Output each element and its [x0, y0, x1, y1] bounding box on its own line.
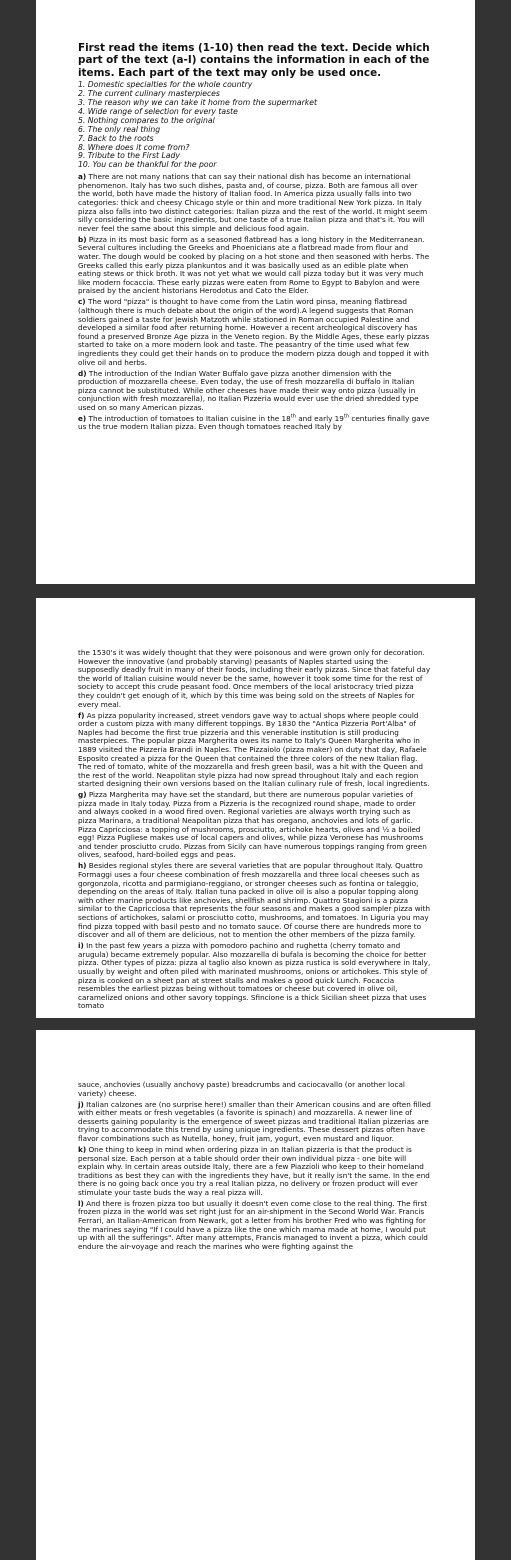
paragraph-label: k): [78, 1144, 87, 1154]
paragraph-label: a): [78, 172, 87, 182]
paragraph-text: The introduction of the Indian Water Buffalo gave pizza another dimension with the production of mozzarella cheese. Even today, the use of fresh mozzarella di buffalo in Italian pizza cannot be substituted. While other cheeses have made their way onto pizza (usually in conjunction with fresh mozzarella), no Italian Pizzeria would ever use the dried shredded type used on so many American pizzas.: [78, 368, 419, 412]
item-7: 7. Back to the roots: [78, 133, 154, 143]
paragraph-text: And there is frozen pizza too but usually it doesn't even come close to the real thing. The first frozen pizza in the world was set right just for an air-shipment in the Second World War. Francis Ferrari, an Italian-American from Newark, got a letter from his brother Fred who was fighting for the marines saying "If I could have a pizza like the one which mama made at home, I would put up with all the sufferings". After many attempts, Francis managed to invent a pizza, which could endure the air-voyage and reach the marines who were fighting against the: [78, 1198, 428, 1251]
item-3: 3. The reason why we can take it home from the supermarket: [78, 98, 317, 108]
paragraph-text: Italian calzones are (no surprise here!) smaller than their American cousins and are often filled with either meats or fresh vegetables (a favorite is spinach) and mozzarella. A newer line of desserts gaining popularity is the emergence of sweet pizzas and traditional Italian pizzerias are trying to accommodate this trend by using unique ingredients. These dessert pizzas often have flavor combinations such as Nutella, honey, fruit jam, yogurt, even mustard and liquor.: [78, 1099, 431, 1143]
paragraph-j: [78, 1101, 431, 1144]
paragraph-text: There are not many nations that can say their national dish has become an international phenomenon. Italy has two such dishes, pasta and, of course, pizza. Both are famous all over the world, both have made the history of Italian food. In America pizza usually falls into two categories: thick and cheesy Chicago style or thin and more traditional New York pizza. In Italy pizza also falls into two distinct categories: Italian pizza and the rest of the world. It might seem silly considering the basic ingredients, but one taste of a true Italian pizza and that's it. You will never feel the same about this simple and delicious food again.: [78, 172, 428, 233]
item-10: 10. You can be thankful for the poor: [78, 160, 217, 170]
item-2: 2. The current culinary masterpieces: [78, 89, 220, 99]
paragraph-text: The word "pizza" is thought to have come from the Latin word pinsa, meaning flatbread (although there is much debate about the origin of the word).A legend suggests that Roman soldiers gained a taste for Jewish Matzoth while stationed in Roman occupied Palestine and developed a similar food after returning home. However a recent archeological discovery has found a preserved Bronze Age pizza in the Veneto region. By the Middle Ages, these early pizzas started to take on a more modern look and taste. The peasantry of the time used what few ingredients they could get their hands on to produce the modern pizza dough and topped it with olive oil and herbs.: [78, 297, 430, 367]
paragraph-c: [78, 298, 431, 367]
item-5: 5. Nothing compares to the original: [78, 115, 215, 125]
paragraph-k: [78, 1146, 431, 1198]
paragraph-label: i): [78, 941, 84, 951]
document-page-3: [36, 1030, 475, 1560]
paragraph-a: [78, 173, 431, 233]
paragraph-label: g): [78, 790, 87, 800]
paragraph-label: l): [78, 1198, 84, 1208]
paragraph-e-continued: the 1530's it was widely thought that they were poisonous and were grown only for decoration. However the innovative (and probably starving) peasants of Naples started using the supposedly deadly fruit in many of their foods, including their early pizzas. Since that fateful day the world of Italian cuisine would never be the same, however it took some time for the rest of society to accept this crude peasant food. Once members of the local aristocracy tried pizza they couldn't get enough of it, which by this time was being sold on the streets of Naples for every meal.: [78, 648, 431, 709]
instructions: First read the items (1-10) then read the text. Decide which part of the text (a-I) contains the information in each of the items. Each part of the text may only be used once.: [78, 42, 430, 79]
item-list: [78, 81, 431, 170]
paragraph-text: centuries finally gave us the true modern Italian pizza. Even though tomatoes reached Italy by: [78, 413, 430, 432]
paragraph-text: Pizza in its most basic form as a seasoned flatbread has a long history in the Mediterranean. Several cultures including the Greeks and Phoenicians ate a flatbread made from flour and water. The dough would be cooked by placing on a hot stone and then seasoned with herbs. The Greeks called this early pizza plankuntos and it was basically used as an edible plate when eating stews or thick broth. It was not yet what we would call pizza today but it was very much like modern focaccia. These early pizzas were eaten from Rome to Egypt to Babylon and were praised by the ancient historians Herodotus and Cato the Elder.: [78, 234, 430, 296]
paragraph-text: Pizza Margherita may have set the standard, but there are numerous popular varieties of pizza made in Italy today. Pizza from a Pizzeria is the recognized round shape, made to order and always cooked in a wood fired oven. Regional varieties are always worth trying such as pizza Marinara, a traditional Neapolitan pizza that has oregano, anchovies and lots of garlic. Pizza Capricciosa: a topping of mushrooms, prosciutto, artichoke hearts, olives and ½ a boiled egg! Pizza Pugliese makes use of local capers and olives, while pizza Veronese has mushrooms and tender prosciutto crudo. Pizzas from Sicily can have numerous toppings ranging from green olives, seafood, hard-boiled eggs and peas.: [78, 790, 427, 860]
paragraph-label: c): [78, 297, 86, 307]
item-9: 9. Tribute to the First Lady: [78, 151, 180, 161]
paragraph-label: f): [78, 710, 85, 720]
superscript: th: [343, 413, 350, 420]
paragraph-f: [78, 712, 431, 789]
paragraph-d: [78, 370, 431, 413]
paragraph-g: [78, 791, 431, 860]
paragraph-i-continued: sauce, anchovies (usually anchovy paste) breadcrumbs and caciocavallo (or another local variety) cheese.: [78, 1080, 405, 1098]
paragraph-text: As pizza popularity increased, street vendors gave way to actual shops where people could order a custom pizza with many different toppings. By 1830 the "Antica Pizzeria Port'Alba" of Naples had become the first true pizzeria and this venerable institution is still producing masterpieces. The popular pizza Margherita owes its name to Italy's Queen Margherita who in 1889 visited the Pizzeria Brandi in Naples. The Pizzaiolo (pizza maker) on duty that day, Rafaele Esposito created a pizza for the Queen that contained the three colors of the new Italian flag. The red of tomato, white of the mozzarella and fresh green basil, was a hit with the Queen and the rest of the world. Neapolitan style pizza had now spread throughout Italy and each region started designing their own versions based on the Italian culinary rule of fresh, local ingredients.: [78, 710, 430, 789]
superscript: th: [290, 413, 296, 420]
paragraph-l: [78, 1200, 431, 1252]
paragraph-label: b): [78, 234, 87, 244]
item-6: 6. The only real thing: [78, 124, 161, 134]
paragraph-text: In the past few years a pizza with pomodoro pachino and rughetta (cherry tomato and arugula) became extremely popular. Also mozzarella di bufala is becoming the choice for better pizza. Other types of pizza: pizza al taglio also known as pizza rustica is sold everywhere in Italy, usually by weight and often piled with marinated mushrooms, onions or artichokes. This style of pizza is cooked on a sheet pan at street stalls and makes a good quick Lunch. Focaccia resembles the earliest pizzas being without tomatoes or cheese but covered in olive oil, caramelized onions and other savory toppings. Sfincione is a thick Sicilian sheet pizza that uses tomato: [78, 941, 431, 1011]
document-page-1: [36, 0, 475, 584]
paragraph-h: [78, 862, 431, 939]
paragraph-label: h): [78, 861, 87, 871]
item-8: 8. Where does it come from?: [78, 142, 190, 152]
document-page-2: [36, 598, 475, 1018]
paragraph-i: [78, 942, 431, 1011]
paragraph-text: and early 19: [295, 413, 344, 423]
paragraph-text: Besides regional styles there are several varieties that are popular throughout Italy. Quattro Formaggi uses a four cheese combination of fresh mozzarella and three local cheeses such as gorgonzola, ricotta and parmigiano-reggiano, or stronger cheeses such as fontina or taleggio, depending on the areas of Italy. Italian tuna packed in olive oil is also a popular topping along with other marine products like anchovies, shellfish and shrimp. Quattro Stagioni is a pizza similar to the Capricciosa that represents the four seasons and makes a good sampler pizza with sections of artichokes, salami or prosciutto cotto, mushrooms, and tomatoes. In Liguria you may find pizza topped with basil pesto and no tomato sauce. Of course there are hundreds more to discover and all of them are delicious, not to mention the other members of the pizza family.: [78, 861, 431, 940]
paragraph-label: j): [78, 1099, 84, 1109]
item-4: 4. Wide range of selection for every taste: [78, 106, 238, 116]
paragraph-e: [78, 415, 431, 432]
paragraph-label: e): [78, 413, 87, 423]
paragraph-label: d): [78, 368, 87, 378]
paragraph-text: One thing to keep in mind when ordering pizza in an Italian pizzeria is that the product is personal size. Each person at a table should order their own individual pizza - one bite will explain why. In certain areas outside Italy, there are a few Piazzioli who keep to their homeland traditions as best they can with the ingredients they have, but it really isn't the same. In the end there is no going back once you try a real Italian pizza, no delivery or frozen product will ever stimulate your taste buds the way a real pizza will.: [78, 1144, 430, 1197]
item-1: 1. Domestic specialties for the whole country: [78, 80, 253, 90]
paragraph-text: The introduction of tomatoes to Italian cuisine in the 18: [88, 413, 291, 423]
paragraph-b: [78, 236, 431, 296]
